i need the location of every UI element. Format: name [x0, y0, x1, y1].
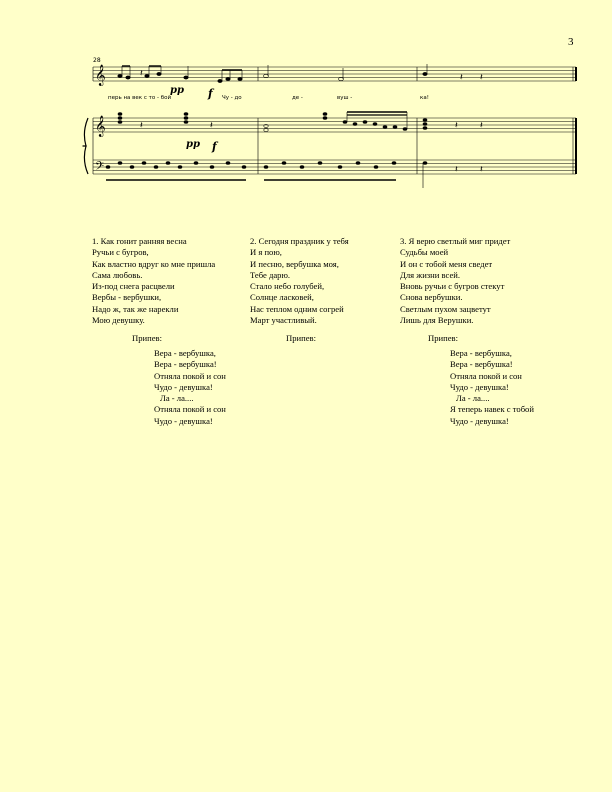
svg-text:𝄽: 𝄽 — [480, 121, 483, 131]
svg-text:𝄽: 𝄽 — [480, 73, 483, 83]
verse-2: 2. Сегодня праздник у тебя И я пою, И песню, вербушка моя, Тебе дарю. Стало небо голубей, Солнце ласковей, Нас теплом одним согрей Март участливый. — [250, 236, 349, 326]
piano-bass-staff — [93, 160, 576, 174]
music-score — [0, 0, 612, 200]
treble-clef-icon: 𝄞 — [95, 65, 106, 86]
page-number: 3 — [568, 36, 574, 48]
chorus-2 — [286, 333, 316, 348]
dynamic-f: f — [212, 140, 217, 153]
svg-text:𝄽: 𝄽 — [140, 121, 143, 131]
underlay-text: ка! — [420, 95, 429, 101]
underlay-text: де - — [292, 95, 303, 101]
chorus-title: Припев: — [428, 333, 458, 343]
dynamic-f: f — [208, 87, 213, 100]
measure-number: 28 — [93, 57, 101, 64]
chorus-3: Припев: Вера - вербушка, Вера - вербушка! Отняла покой и сон Чудо - девушка! Ла - ла.... Я теперь навек с тобой Чудо - девушка! — [428, 333, 534, 426]
piano-bass-notes — [106, 162, 427, 189]
svg-text:𝄽: 𝄽 — [460, 73, 463, 83]
dynamic-pp: pp — [170, 85, 184, 96]
verse-1: 1. Как гонит ранняя весна Ручьи с бугров, Как властно вдруг ко мне пришла Сама любовь. Из-под снега расцвели Вербы - вербушки, Надо ж, так же нарекли Мою девушку. — [92, 236, 216, 326]
verse-3: 3. Я верю светлый миг придет Судьбы моей И он с тобой меня сведет Для жизни всей. Вновь ручьи с бугров стекут Снова вербушки. Светлым пухом зацветут Лишь для Верушки. — [400, 236, 511, 326]
dynamic-pp: pp — [186, 139, 200, 150]
svg-text:𝄽: 𝄽 — [140, 69, 143, 79]
underlay-text: перь на век с то - бой — [108, 95, 172, 101]
underlay-text: вуш - — [337, 95, 353, 101]
svg-text:𝄽: 𝄽 — [455, 121, 458, 131]
voice-staff — [93, 67, 576, 81]
chorus-1: Припев: Вера - вербушка, Вера - вербушка! Отняла покой и сон Чудо - девушка! Ла - ла.... Отняла покой и сон Чудо - девушка! — [132, 333, 226, 426]
svg-text:𝄽: 𝄽 — [455, 165, 458, 175]
underlay-text: Чу - до — [222, 95, 242, 101]
bass-clef-icon: 𝄢 — [95, 160, 105, 176]
svg-text:𝄽: 𝄽 — [480, 165, 483, 175]
chorus-title: Припев: — [286, 333, 316, 343]
svg-text:𝄽: 𝄽 — [210, 121, 213, 131]
chorus-title: Припев: — [132, 333, 162, 343]
piano-treble-staff — [93, 118, 576, 132]
treble-clef-icon: 𝄞 — [95, 116, 106, 137]
